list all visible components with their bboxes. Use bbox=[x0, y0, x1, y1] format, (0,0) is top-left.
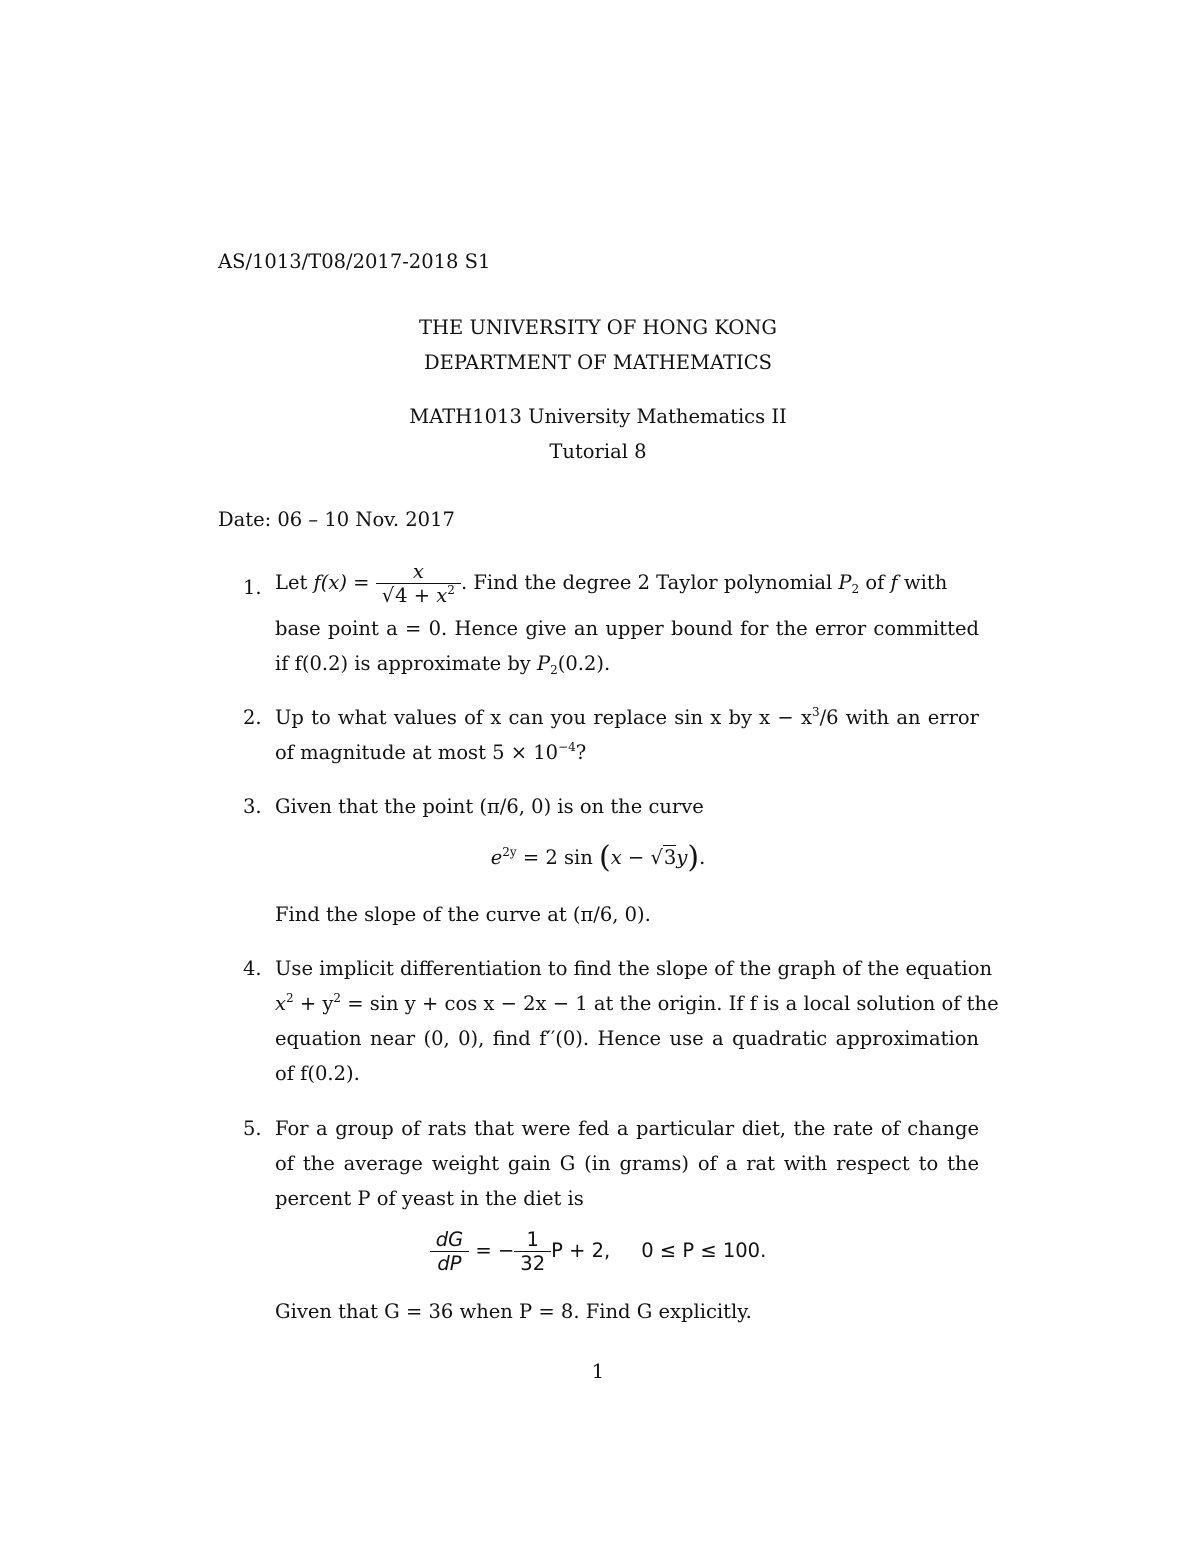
document-code: AS/1013/T08/2017-2018 S1 bbox=[218, 250, 491, 273]
question-5-line-2: of the average weight gain G (in grams) of a rat with respect to the bbox=[275, 1152, 979, 1175]
question-number: 3. bbox=[243, 795, 262, 818]
university-name: THE UNIVERSITY OF HONG KONG bbox=[419, 316, 777, 339]
question-1-line-1: Let f(x) = $\frac{x}{√4 + x^2}$ . Find the degree 2 Taylor polynomial $P_2$ of f with bbox=[275, 560, 948, 607]
question-number: 4. bbox=[243, 957, 262, 980]
question-4-line-1: Use implicit differentiation to find the slope of the graph of the equation bbox=[275, 957, 993, 980]
question-1-line-2: base point a = 0. Hence give an upper bound for the error committed bbox=[275, 617, 979, 640]
date-line: Date: 06 – 10 Nov. 2017 bbox=[218, 508, 455, 531]
question-2-line-1: Up to what values of x can you replace sin x by $x - x^3/6$ with an error bbox=[275, 705, 979, 729]
question-3-line-2: Find the slope of the curve at (π/6, 0). bbox=[275, 903, 651, 926]
question-4-line-4: of f(0.2). bbox=[275, 1062, 360, 1085]
question-2-line-2: of magnitude at most $5 \times 10^{-4}$? bbox=[275, 740, 587, 764]
question-4-line-3: equation near (0, 0), find f′′(0). Hence use a quadratic approximation bbox=[275, 1027, 979, 1050]
question-number: 2. bbox=[243, 706, 262, 729]
question-4-line-2: $x^2 + y^2 = \sin y + \cos x - 2x - 1$ at the origin. If f is a local solution of the bbox=[275, 991, 999, 1015]
department-name: DEPARTMENT OF MATHEMATICS bbox=[423, 351, 772, 374]
question-5-line-1: For a group of rats that were fed a particular diet, the rate of change bbox=[275, 1117, 979, 1140]
page-number: 1 bbox=[591, 1360, 605, 1383]
question-number: 1. bbox=[243, 576, 262, 599]
question-5-line-4: Given that G = 36 when P = 8. Find G explicitly. bbox=[275, 1300, 752, 1323]
question-5-equation: $\frac{dG}{dP}$ = − $\frac{1}{32}$ P + 2, 0 ≤ P ≤ 100. bbox=[0, 1228, 1196, 1275]
question-3-equation: $e^{2y} = 2$ sin (x − √3y). bbox=[490, 840, 706, 875]
question-3-line-1: Given that the point (π/6, 0) is on the curve bbox=[275, 795, 704, 818]
question-1-line-3: if f(0.2) is approximate by $P_2(0.2)$. bbox=[275, 652, 611, 677]
fraction: $\frac{x}{√4 + x^2}$ bbox=[376, 560, 461, 607]
question-5-line-3: percent P of yeast in the diet is bbox=[275, 1187, 584, 1210]
tutorial-title: Tutorial 8 bbox=[549, 440, 647, 463]
course-title: MATH1013 University Mathematics II bbox=[409, 405, 787, 428]
question-number: 5. bbox=[243, 1117, 262, 1140]
